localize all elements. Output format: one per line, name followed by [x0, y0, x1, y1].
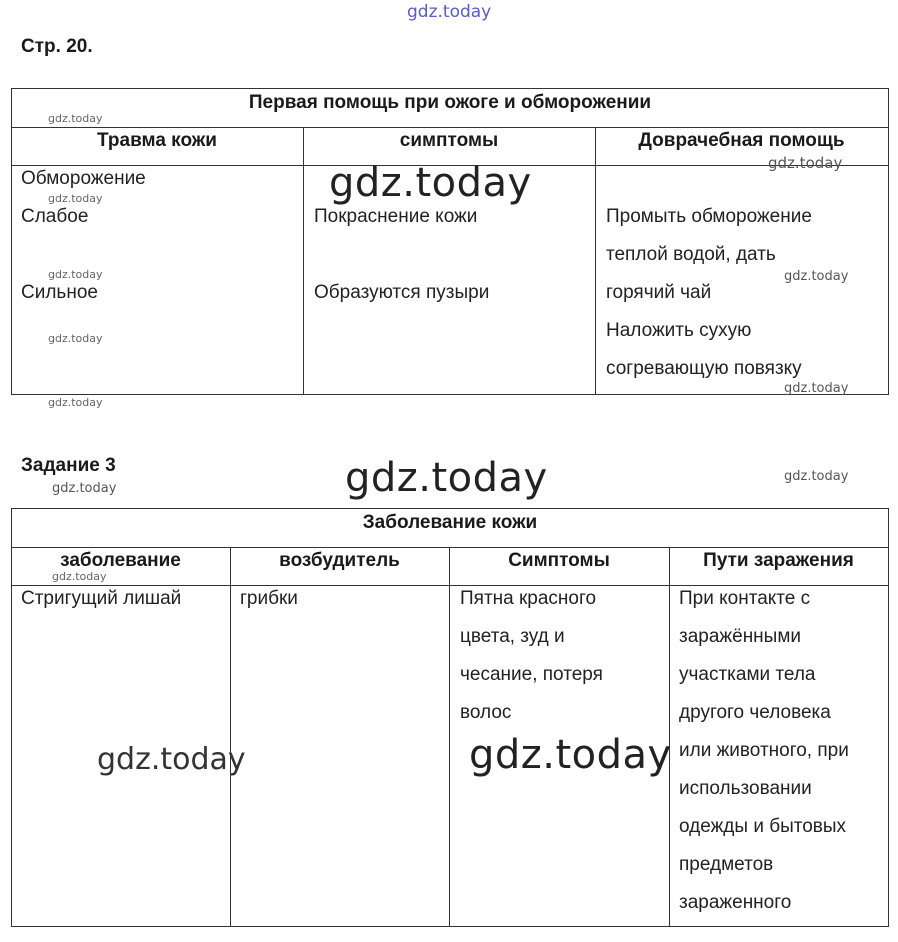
table2-cell: волос	[460, 702, 512, 723]
table1-cell: Покраснение кожи	[314, 206, 478, 227]
table2-cell: грибки	[240, 588, 298, 609]
watermark: gdz.today	[784, 469, 849, 484]
table1-cell: Обморожение	[21, 168, 146, 189]
watermark: gdz.today	[48, 112, 103, 125]
table1-cell: Сильное	[21, 282, 98, 303]
table1-header-symptoms: симптомы	[399, 130, 499, 151]
watermark: gdz.today	[52, 570, 107, 583]
watermark: gdz.today	[52, 481, 117, 496]
watermark: gdz.today	[48, 192, 103, 205]
watermark-large: gdz.today	[329, 160, 532, 206]
watermark-large: gdz.today	[469, 732, 672, 778]
table2-cell: использовании	[679, 778, 812, 799]
table2-cell: чесание, потеря	[460, 664, 603, 685]
table1-cell: Слабое	[21, 206, 89, 227]
table1-header-first-aid: Доврачебная помощь	[638, 130, 845, 151]
task-label: Задание 3	[21, 455, 116, 476]
table1-cell: согревающую повязку	[606, 358, 802, 379]
table2-header-pathogen: возбудитель	[279, 550, 400, 571]
watermark: gdz.today	[48, 268, 103, 281]
table2-title: Заболевание кожи	[362, 512, 538, 533]
table2-header-symptoms: Симптомы	[508, 550, 610, 571]
table2-cell: участками тела	[679, 664, 816, 685]
watermark: gdz.today	[768, 154, 843, 172]
table1-cell: горячий чай	[606, 282, 712, 303]
table2-cell: При контакте с	[679, 588, 811, 609]
watermark-top: gdz.today	[407, 2, 492, 22]
watermark: gdz.today	[48, 332, 103, 345]
table2-cell: одежды и бытовых	[679, 816, 847, 837]
table2-cell: Пятна красного	[460, 588, 597, 609]
table1-cell: Наложить сухую	[606, 320, 752, 341]
table2-cell: другого человека	[679, 702, 831, 723]
table1-cell: теплой водой, дать	[606, 244, 776, 265]
watermark-large: gdz.today	[345, 455, 548, 501]
table2-cell: предметов	[679, 854, 774, 875]
table2-cell: зараженного	[679, 892, 792, 913]
table2-cell: заражёнными	[679, 626, 802, 647]
watermark: gdz.today	[784, 381, 849, 396]
table1-cell: Промыть обморожение	[606, 206, 812, 227]
page-label: Стр. 20.	[21, 36, 93, 57]
table2-cell: цвета, зуд и	[460, 626, 565, 647]
table2-header-transmission: Пути заражения	[703, 550, 854, 571]
watermark: gdz.today	[784, 269, 849, 284]
table1-cell: Образуются пузыри	[314, 282, 490, 303]
watermark-large: gdz.today	[97, 742, 246, 777]
table1-header-injury: Травма кожи	[97, 130, 217, 151]
table2-header-disease: заболевание	[60, 550, 181, 571]
table1-title: Первая помощь при ожоге и обморожении	[248, 92, 652, 113]
table2-cell: или животного, при	[679, 740, 849, 761]
table2-cell: Стригущий лишай	[21, 588, 182, 609]
watermark: gdz.today	[48, 396, 103, 409]
